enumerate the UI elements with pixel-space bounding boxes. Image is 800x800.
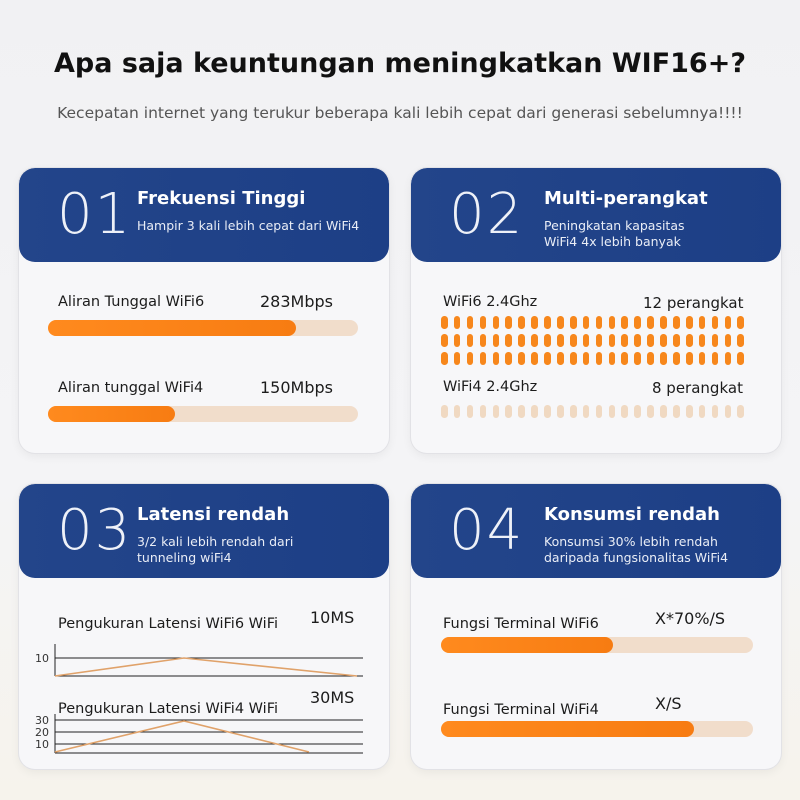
device-dot [493, 334, 500, 347]
device-dot [712, 352, 719, 365]
y-tick-label: 10 [35, 652, 49, 665]
progress-track [48, 320, 358, 336]
device-dot-row [441, 405, 744, 418]
device-dot [557, 334, 564, 347]
device-dot [441, 405, 448, 418]
device-dot [634, 316, 641, 329]
device-dot [621, 334, 628, 347]
card-description: 3/2 kali lebih rendah dari tunneling wiFi4 [137, 534, 294, 565]
device-dot [621, 316, 628, 329]
device-dot [634, 334, 641, 347]
device-dot [596, 316, 603, 329]
device-dot [673, 316, 680, 329]
device-dot [583, 352, 590, 365]
device-dot [647, 405, 654, 418]
device-dot [647, 352, 654, 365]
device-dots-wifi4 [441, 405, 744, 418]
device-dot [737, 334, 744, 347]
device-dot [583, 316, 590, 329]
device-dot [505, 352, 512, 365]
device-dot [673, 334, 680, 347]
card-frequency [19, 168, 389, 453]
device-dot [686, 316, 693, 329]
card-number: 04 [449, 498, 525, 563]
row-value: X*70%/S [655, 609, 726, 628]
device-dot [725, 405, 732, 418]
device-dot [493, 405, 500, 418]
device-dots-wifi6 [441, 316, 744, 365]
row-value: 30MS [310, 688, 355, 707]
progress-fill [441, 637, 613, 653]
device-dot [518, 334, 525, 347]
card-header [411, 168, 781, 262]
device-dot [493, 316, 500, 329]
device-dot [725, 316, 732, 329]
y-tick-label: 20 [35, 726, 49, 739]
device-dot [686, 405, 693, 418]
device-dot [609, 316, 616, 329]
device-dot [583, 405, 590, 418]
device-dot [583, 334, 590, 347]
latency-chart-wifi6 [19, 634, 389, 684]
device-dot [544, 405, 551, 418]
row-value: 10MS [310, 608, 355, 627]
device-dot [544, 334, 551, 347]
device-dot [480, 405, 487, 418]
device-dot [737, 352, 744, 365]
device-dot [505, 334, 512, 347]
device-dot [673, 405, 680, 418]
device-dot [441, 316, 448, 329]
device-dot [660, 405, 667, 418]
device-dot [531, 334, 538, 347]
device-dot [454, 334, 461, 347]
latency-line [55, 658, 357, 676]
device-dot [647, 334, 654, 347]
device-dot [467, 334, 474, 347]
card-title: Latensi rendah [137, 504, 290, 525]
device-dot [725, 334, 732, 347]
device-dot [557, 405, 564, 418]
device-dot [737, 405, 744, 418]
device-dot [699, 316, 706, 329]
row-label: Aliran tunggal WiFi4 [58, 380, 204, 396]
device-dot [634, 352, 641, 365]
y-tick-label: 10 [35, 738, 49, 751]
device-dot [531, 352, 538, 365]
device-dot [686, 352, 693, 365]
device-dot [570, 405, 577, 418]
device-dot-row [441, 334, 744, 347]
device-dot [480, 352, 487, 365]
row-label: Fungsi Terminal WiFi4 [443, 702, 599, 718]
row-label: Pengukuran Latensi WiFi6 WiFi [58, 616, 279, 632]
device-dot [441, 334, 448, 347]
device-dot [467, 316, 474, 329]
device-dot [621, 352, 628, 365]
device-dot [441, 352, 448, 365]
device-dot [647, 316, 654, 329]
page-subtitle: Kecepatan internet yang terukur beberapa kali lebih cepat dari generasi sebelumnya!!!! [57, 104, 743, 122]
device-dot [737, 316, 744, 329]
device-dot [712, 405, 719, 418]
device-dot [596, 334, 603, 347]
card-description: Konsumsi 30% lebih rendah daripada fungsionalitas WiFi4 [544, 534, 729, 565]
card-multi-device [411, 168, 781, 453]
device-dot [673, 352, 680, 365]
device-dot [699, 334, 706, 347]
device-dot [596, 352, 603, 365]
device-dot [531, 316, 538, 329]
device-dot [505, 405, 512, 418]
device-dot [557, 316, 564, 329]
row-value: X/S [655, 694, 682, 713]
card-description: Peningkatan kapasitas WiFi4 4x lebih banyak [544, 218, 685, 249]
progress-fill [48, 320, 296, 336]
latency-chart-wifi4 [19, 710, 389, 760]
row-value: 150Mbps [260, 378, 333, 397]
page-title: Apa saja keuntungan meningkatkan WIF16+? [54, 48, 746, 79]
row-label: Aliran Tunggal WiFi6 [58, 294, 205, 310]
card-title: Konsumsi rendah [544, 504, 720, 525]
progress-track [441, 637, 753, 653]
row-label: Pengukuran Latensi WiFi4 WiFi [58, 701, 279, 717]
card-header [19, 484, 389, 578]
device-dot [570, 334, 577, 347]
card-number: 03 [57, 498, 133, 563]
device-dot [518, 352, 525, 365]
row-label: WiFi6 2.4Ghz [443, 294, 538, 310]
device-dot [518, 405, 525, 418]
device-dot [621, 405, 628, 418]
device-dot [518, 316, 525, 329]
device-dot [467, 352, 474, 365]
y-tick-label: 30 [35, 714, 49, 727]
row-label: WiFi4 2.4Ghz [443, 379, 538, 395]
card-title: Frekuensi Tinggi [137, 188, 306, 209]
device-dot [609, 405, 616, 418]
device-dot [531, 405, 538, 418]
card-number: 01 [57, 182, 133, 247]
device-dot [712, 334, 719, 347]
progress-fill [441, 721, 694, 737]
latency-line [55, 721, 309, 752]
device-dot [480, 316, 487, 329]
row-value: 12 perangkat [643, 294, 744, 312]
progress-track [441, 721, 753, 737]
device-dot [454, 405, 461, 418]
device-dot [660, 352, 667, 365]
row-value: 8 perangkat [652, 379, 743, 397]
device-dot [660, 316, 667, 329]
card-number: 02 [449, 182, 525, 247]
device-dot [493, 352, 500, 365]
device-dot [570, 316, 577, 329]
device-dot [725, 352, 732, 365]
progress-track [48, 406, 358, 422]
card-latency [19, 484, 389, 769]
card-header [411, 484, 781, 578]
card-header [19, 168, 389, 262]
device-dot [634, 405, 641, 418]
device-dot [660, 334, 667, 347]
card-title: Multi-perangkat [544, 188, 708, 209]
card-description: Hampir 3 kali lebih cepat dari WiFi4 [137, 218, 360, 233]
device-dot [570, 352, 577, 365]
device-dot [557, 352, 564, 365]
device-dot [454, 352, 461, 365]
device-dot [609, 334, 616, 347]
progress-fill [48, 406, 175, 422]
device-dot-row [441, 352, 744, 365]
device-dot [609, 352, 616, 365]
card-low-consumption [411, 484, 781, 769]
row-value: 283Mbps [260, 292, 333, 311]
device-dot [480, 334, 487, 347]
device-dot [596, 405, 603, 418]
device-dot [467, 405, 474, 418]
device-dot [699, 352, 706, 365]
device-dot [454, 316, 461, 329]
device-dot [544, 352, 551, 365]
device-dot [544, 316, 551, 329]
device-dot [505, 316, 512, 329]
device-dot [712, 316, 719, 329]
device-dot-row [441, 316, 744, 329]
row-label: Fungsi Terminal WiFi6 [443, 616, 599, 632]
device-dot [686, 334, 693, 347]
device-dot [699, 405, 706, 418]
